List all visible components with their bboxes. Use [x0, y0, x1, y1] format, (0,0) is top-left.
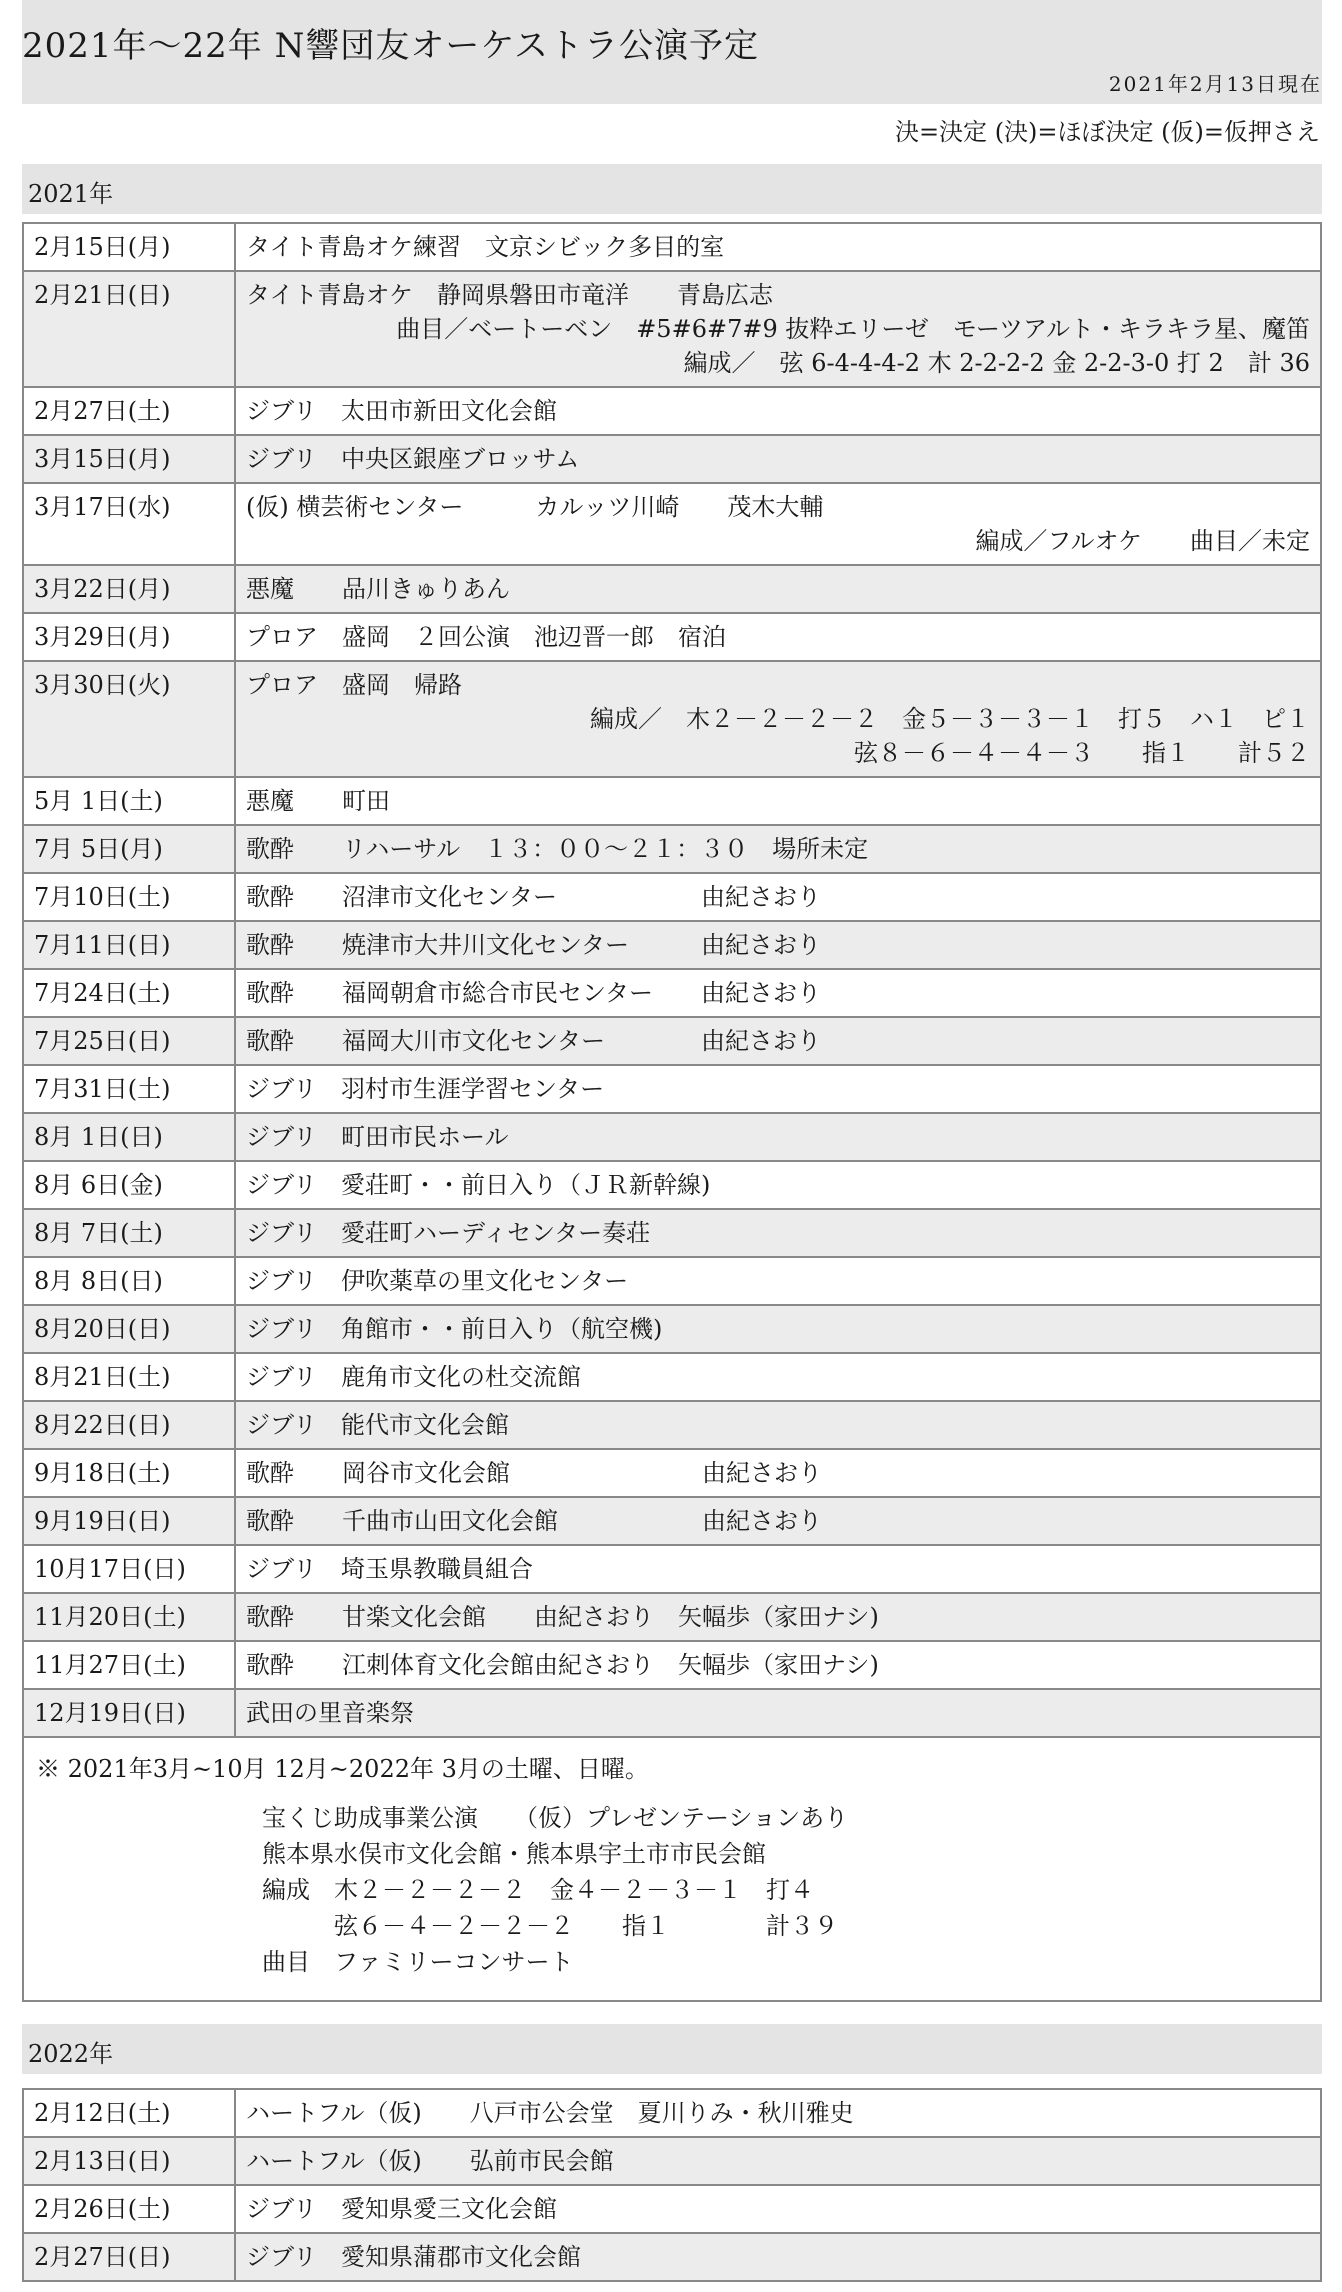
- event-details: [235, 1161, 1321, 1209]
- event-line: 歌酔 福岡大川市文化センター 由紀さおり: [246, 1027, 822, 1055]
- event-line: タイト青島オケ練習 文京シビック多目的室: [246, 233, 725, 261]
- event-line: 歌酔 焼津市大井川文化センター 由紀さおり: [246, 931, 822, 959]
- event-details: [235, 969, 1321, 1017]
- event-date: 5月 1日(土): [23, 777, 235, 825]
- event-details: [235, 1401, 1321, 1449]
- event-date: 7月25日(日): [23, 1017, 235, 1065]
- section-header-2022: 2022年: [22, 2024, 1322, 2074]
- event-date: 7月11日(日): [23, 921, 235, 969]
- table-row: [23, 387, 1321, 435]
- table-row: [23, 1641, 1321, 1689]
- event-details: [235, 1497, 1321, 1545]
- table-row: [23, 1545, 1321, 1593]
- event-details: [235, 1305, 1321, 1353]
- table-row: [23, 483, 1321, 565]
- event-line: (仮) 横芸術センター カルッツ川崎 茂木大輔: [246, 493, 824, 521]
- table-row: [23, 1065, 1321, 1113]
- event-line: ジブリ 角館市・・前日入り（航空機): [246, 1315, 663, 1343]
- event-date: 3月29日(月): [23, 613, 235, 661]
- event-details: [235, 661, 1321, 777]
- section-header-2021: 2021年: [22, 164, 1322, 214]
- table-row: [23, 435, 1321, 483]
- event-subline: 編成／ 弦 6-4-4-4-2 木 2-2-2-2 金 2-2-3-0 打 2 計 36: [683, 349, 1310, 377]
- event-line: ジブリ 愛荘町・・前日入り（ＪＲ新幹線): [246, 1171, 711, 1199]
- note-line: 熊本県水俣市文化会館・熊本県宇土市市民会館: [262, 1840, 766, 1868]
- event-date: 8月 7日(土): [23, 1209, 235, 1257]
- as-of-date: 2021年2月13日現在: [1108, 72, 1322, 96]
- event-date: 8月 6日(金): [23, 1161, 235, 1209]
- event-details: [235, 387, 1321, 435]
- event-line: 武田の里音楽祭: [246, 1699, 414, 1727]
- event-details: [235, 1113, 1321, 1161]
- event-date: 9月19日(日): [23, 1497, 235, 1545]
- event-details: [235, 2089, 1321, 2137]
- event-date: 3月15日(月): [23, 435, 235, 483]
- table-row: [23, 969, 1321, 1017]
- schedule-table-2022: [22, 2088, 1322, 2282]
- event-line: 悪魔 町田: [246, 787, 390, 815]
- status-legend: 決=決定 (決)=ほぼ決定 (仮)=仮押さえ: [894, 118, 1320, 146]
- event-subline: 曲目／ベートーベン #5#6#7#9 抜粋エリーゼ モーツアルト・キラキラ星、魔笛: [396, 315, 1310, 343]
- event-details: [235, 873, 1321, 921]
- event-line: ジブリ 町田市民ホール: [246, 1123, 509, 1151]
- event-line: 歌酔 岡谷市文化会館 由紀さおり: [246, 1459, 822, 1487]
- event-details: [235, 1449, 1321, 1497]
- event-date: 2月13日(日): [23, 2137, 235, 2185]
- event-date: 8月20日(日): [23, 1305, 235, 1353]
- event-date: 3月30日(火): [23, 661, 235, 777]
- page-title: 2021年〜22年 N響団友オーケストラ公演予定: [22, 26, 759, 66]
- event-date: 2月27日(日): [23, 2233, 235, 2281]
- event-date: 8月 8日(日): [23, 1257, 235, 1305]
- event-date: 3月22日(月): [23, 565, 235, 613]
- event-subline: 編成／フルオケ 曲目／未定: [975, 527, 1310, 555]
- event-details: [235, 2233, 1321, 2281]
- event-line: タイト青島オケ 静岡県磐田市竜洋 青島広志: [246, 281, 774, 309]
- table-row: [23, 271, 1321, 387]
- event-date: 7月 5日(月): [23, 825, 235, 873]
- event-line: 歌酔 福岡朝倉市総合市民センター 由紀さおり: [246, 979, 822, 1007]
- event-date: 2月12日(土): [23, 2089, 235, 2137]
- event-date: 7月10日(土): [23, 873, 235, 921]
- table-row: [23, 1113, 1321, 1161]
- event-line: 歌酔 江刺体育文化会館由紀さおり 矢幅歩（家田ナシ): [246, 1651, 879, 1679]
- event-details: [235, 1545, 1321, 1593]
- table-row: [23, 1257, 1321, 1305]
- event-subline: 編成／ 木２－２－２－２ 金５－３－３－１ 打５ ハ１ ピ１: [590, 705, 1310, 733]
- event-line: ジブリ 太田市新田文化会館: [246, 397, 558, 425]
- table-row: [23, 1689, 1321, 1737]
- event-line: ハートフル（仮) 八戸市公会堂 夏川りみ・秋川雅史: [246, 2099, 854, 2127]
- event-details: [235, 483, 1321, 565]
- table-row: [23, 1353, 1321, 1401]
- event-date: 9月18日(土): [23, 1449, 235, 1497]
- event-details: [235, 777, 1321, 825]
- note-head: ※ 2021年3月~10月 12月~2022年 3月の土曜、日曜。: [36, 1755, 649, 1783]
- event-details: [235, 271, 1321, 387]
- table-row: [23, 825, 1321, 873]
- event-details: [235, 1689, 1321, 1737]
- table-row: [23, 1209, 1321, 1257]
- event-details: [235, 1017, 1321, 1065]
- event-date: 8月22日(日): [23, 1401, 235, 1449]
- event-details: [235, 1065, 1321, 1113]
- table-row: [23, 1161, 1321, 1209]
- schedule-table-2021: [22, 222, 1322, 2002]
- event-line: ジブリ 愛知県蒲郡市文化会館: [246, 2243, 582, 2271]
- event-line: ジブリ 愛荘町ハーディセンター奏荘: [246, 1219, 651, 1247]
- event-date: 3月17日(水): [23, 483, 235, 565]
- event-line: プロア 盛岡 帰路: [246, 671, 462, 699]
- table-row: [23, 1305, 1321, 1353]
- event-line: 歌酔 甘楽文化会館 由紀さおり 矢幅歩（家田ナシ): [246, 1603, 879, 1631]
- table-row: [23, 1449, 1321, 1497]
- event-details: [235, 1353, 1321, 1401]
- event-date: 7月31日(土): [23, 1065, 235, 1113]
- event-line: ジブリ 愛知県愛三文化会館: [246, 2195, 558, 2223]
- table-row: [23, 2233, 1321, 2281]
- event-date: 2月27日(土): [23, 387, 235, 435]
- table-row: [23, 613, 1321, 661]
- table-row: [23, 223, 1321, 271]
- table-row: [23, 873, 1321, 921]
- note-line: 曲目 ファミリーコンサート: [262, 1948, 574, 1976]
- event-line: プロア 盛岡 ２回公演 池辺晋一郎 宿泊: [246, 623, 726, 651]
- note-line: 編成 木２－２－２－２ 金４－２－３－１ 打４: [262, 1876, 814, 1904]
- event-date: 11月20日(土): [23, 1593, 235, 1641]
- event-line: 歌酔 千曲市山田文化会館 由紀さおり: [246, 1507, 822, 1535]
- table-row: [23, 2185, 1321, 2233]
- table-row: [23, 1017, 1321, 1065]
- event-line: ジブリ 鹿角市文化の杜交流館: [246, 1363, 582, 1391]
- table-row: [23, 2089, 1321, 2137]
- table-row: [23, 1593, 1321, 1641]
- event-line: ジブリ 埼玉県教職員組合: [246, 1555, 534, 1583]
- event-line: ジブリ 中央区銀座ブロッサム: [246, 445, 580, 473]
- table-row: [23, 1497, 1321, 1545]
- event-line: ジブリ 能代市文化会館: [246, 1411, 510, 1439]
- event-details: [235, 435, 1321, 483]
- event-date: 12月19日(日): [23, 1689, 235, 1737]
- note-line: 宝くじ助成事業公演 （仮）プレゼンテーションあり: [262, 1804, 849, 1832]
- event-date: 8月 1日(日): [23, 1113, 235, 1161]
- table-row: [23, 661, 1321, 777]
- event-details: [235, 1641, 1321, 1689]
- event-line: 悪魔 品川きゅりあん: [246, 575, 510, 603]
- event-date: 2月26日(土): [23, 2185, 235, 2233]
- table-row: [23, 565, 1321, 613]
- event-line: 歌酔 沼津市文化センター 由紀さおり: [246, 883, 822, 911]
- event-line: ジブリ 伊吹薬草の里文化センター: [246, 1267, 629, 1295]
- event-details: [235, 613, 1321, 661]
- event-details: [235, 1209, 1321, 1257]
- event-subline: 弦８－６－４－４－３ 指１ 計５２: [854, 739, 1310, 767]
- table-row: [23, 1401, 1321, 1449]
- event-line: ハートフル（仮) 弘前市民会館: [246, 2147, 614, 2175]
- note-line: 弦６－４－２－２－２ 指１ 計３９: [262, 1912, 838, 1940]
- event-date: 7月24日(土): [23, 969, 235, 1017]
- event-details: [235, 825, 1321, 873]
- event-line: ジブリ 羽村市生涯学習センター: [246, 1075, 605, 1103]
- table-row: [23, 921, 1321, 969]
- event-date: 2月15日(月): [23, 223, 235, 271]
- event-details: [235, 2185, 1321, 2233]
- event-details: [235, 1257, 1321, 1305]
- event-line: 歌酔 リハーサル １３：００〜２１：３０ 場所未定: [246, 835, 869, 863]
- event-date: 2月21日(日): [23, 271, 235, 387]
- table-row: [23, 777, 1321, 825]
- table-row: [23, 2137, 1321, 2185]
- event-details: [235, 223, 1321, 271]
- event-date: 8月21日(土): [23, 1353, 235, 1401]
- note-row: [23, 1737, 1321, 2001]
- event-details: [235, 1593, 1321, 1641]
- event-details: [235, 565, 1321, 613]
- event-date: 11月27日(土): [23, 1641, 235, 1689]
- event-details: [235, 921, 1321, 969]
- event-date: 10月17日(日): [23, 1545, 235, 1593]
- event-details: [235, 2137, 1321, 2185]
